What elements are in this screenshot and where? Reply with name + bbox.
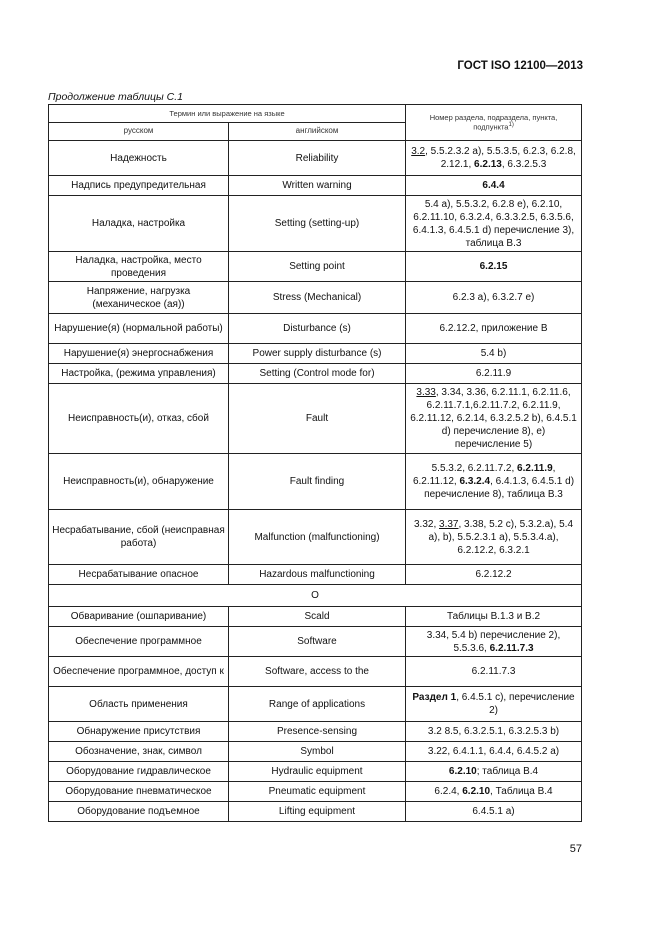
term-russian: Оборудование гидравлическое (49, 762, 229, 782)
term-russian: Настройка, (режима управления) (49, 364, 229, 384)
term-english: Software (229, 627, 406, 657)
reference-segment: 6.2.10 (462, 786, 491, 797)
table-row (49, 687, 582, 722)
reference-segment: 3.33 (416, 387, 436, 398)
term-english: Hydraulic equipment (229, 762, 406, 782)
table-row (49, 384, 582, 454)
reference-segment: , 5.5.2.3.2 а), 5.5.3.5, 6.2.3, 6.2.8, 2.12.1, (425, 146, 576, 170)
table-row (49, 252, 582, 282)
rows-group-o (49, 607, 582, 822)
table-row (49, 782, 582, 802)
term-russian: Напряжение, нагрузка (механическое (ая)) (49, 282, 229, 314)
table-caption: Продолжение таблицы С.1 (48, 91, 183, 103)
section-reference (406, 364, 582, 384)
reference-segment: 3.32, (414, 518, 440, 530)
section-reference (406, 344, 582, 364)
section-reference (406, 454, 582, 510)
table-row (49, 510, 582, 565)
section-reference (406, 141, 582, 176)
reference-segment: 5.5.3.2, 6.2.11.7.2, (431, 463, 518, 474)
section-reference (406, 176, 582, 196)
reference-segment: 6.2.4, (434, 786, 463, 797)
table-row (49, 314, 582, 344)
section-reference (406, 802, 582, 822)
reference-segment: Раздел 1 (412, 692, 457, 703)
reference-segment: 6.2.12.2, приложение В (439, 323, 548, 334)
term-russian: Неисправность(и), отказ, сбой (49, 384, 229, 454)
term-english: Setting point (229, 252, 406, 282)
reference-segment: ; таблица В.4 (476, 766, 539, 777)
term-russian: Область применения (49, 687, 229, 722)
section-reference (406, 722, 582, 742)
term-russian: Обозначение, знак, символ (49, 742, 229, 762)
term-english: Presence-sensing (229, 722, 406, 742)
reference-segment: Таблицы В.1.3 и В.2 (446, 611, 541, 622)
reference-segment: 6.2.10 (448, 766, 477, 777)
reference-segment: , 3.38, 5.2 с), 5.3.2.а), 5.4 а), b), 5.5.2.3.1 а), 5.5.3.4.а), 6.2.12.2, 6.3.2.1 (428, 518, 574, 556)
term-russian: Надежность (49, 141, 229, 176)
term-russian: Обнаружение присутствия (49, 722, 229, 742)
term-russian: Несрабатывание, сбой (неисправная работа) (49, 510, 229, 565)
reference-segment: 6.2.11.7.3 (489, 642, 534, 654)
term-english: Setting (Control mode for) (229, 364, 406, 384)
term-english: Lifting equipment (229, 802, 406, 822)
table-row (49, 607, 582, 627)
reference-segment: 6.2.12.2 (475, 569, 512, 580)
page-number: 57 (569, 843, 582, 855)
table-row (49, 141, 582, 176)
term-russian: Несрабатывание опасное (49, 565, 229, 585)
section-reference (406, 607, 582, 627)
term-english: Fault finding (229, 454, 406, 510)
table-row (49, 742, 582, 762)
rows-group-n (49, 141, 582, 585)
term-english: Disturbance (s) (229, 314, 406, 344)
term-english: Malfunction (malfunctioning) (229, 510, 406, 565)
table-row (49, 282, 582, 314)
table-row (49, 762, 582, 782)
term-english: Fault (229, 384, 406, 454)
table-row (49, 344, 582, 364)
reference-segment: , 3.34, 3.36, 6.2.11.1, 6.2.11.6, 6.2.11.7.1,6.2.11.7.2, 6.2.11.9, 6.2.11.12, 6.2.14, 6.3.2.5.2 b), 6.4.5.1 d) перечисление 8), е) перечисление 5) (410, 387, 577, 450)
term-english: Stress (Mechanical) (229, 282, 406, 314)
header-english: английском (229, 123, 406, 141)
term-english: Range of applications (229, 687, 406, 722)
reference-segment: , 6.2.11.12, (412, 463, 556, 487)
term-russian: Обваривание (ошпаривание) (49, 607, 229, 627)
term-russian: Наладка, настройка, место проведения (49, 252, 229, 282)
section-letter-row: О (49, 585, 582, 607)
footnote-mark: 1) (508, 122, 514, 129)
reference-segment: 6.2.3 а), 6.3.2.7 е) (452, 292, 535, 303)
section-reference (406, 510, 582, 565)
table-row (49, 565, 582, 585)
term-english: Written warning (229, 176, 406, 196)
table-row (49, 657, 582, 687)
term-english: Software, access to the (229, 657, 406, 687)
reference-segment: 6.2.11.9 (517, 463, 553, 474)
term-russian: Оборудование пневматическое (49, 782, 229, 802)
reference-segment: 6.2.11.9 (475, 368, 512, 379)
section-reference (406, 252, 582, 282)
section-reference (406, 687, 582, 722)
section-reference (406, 196, 582, 252)
term-english: Power supply disturbance (s) (229, 344, 406, 364)
term-english: Reliability (229, 141, 406, 176)
reference-segment: 3.37 (439, 518, 459, 530)
reference-segment: 6.3.2.4 (459, 476, 491, 487)
header-term-cell (49, 105, 406, 123)
reference-segment: 6.4.4 (482, 180, 505, 191)
term-english: Pneumatic equipment (229, 782, 406, 802)
term-english: Setting (setting-up) (229, 196, 406, 252)
reference-segment: 6.2.11.7.3 (471, 666, 516, 677)
table-row (49, 627, 582, 657)
table-row (49, 176, 582, 196)
section-reference (406, 742, 582, 762)
reference-segment: 5.4 а), 5.5.3.2, 6.2.8 е), 6.2.10, 6.2.11.10, 6.3.2.4, 6.3.3.2.5, 6.3.5.6, 6.4.1.3, 6.4.5.1 d) перечисление 3), таблица В.3 (412, 198, 575, 249)
reference-segment: , 6.3.2.5.3 (501, 159, 547, 170)
reference-segment: , 6.4.5.1 с), перечисление 2) (456, 692, 575, 716)
term-english: Scald (229, 607, 406, 627)
section-reference (406, 627, 582, 657)
term-russian: Наладка, настройка (49, 196, 229, 252)
standard-designation: ГОСТ ISO 12100—2013 (457, 60, 583, 72)
term-russian: Нарушение(я) (нормальной работы) (49, 314, 229, 344)
reference-segment: 5.4 b) (480, 348, 507, 359)
reference-segment: 3.2 (411, 146, 426, 157)
header-section: Номер раздела, подраздела, пункта, подпункта (429, 112, 558, 132)
section-reference (406, 384, 582, 454)
term-russian: Обеспечение программное (49, 627, 229, 657)
term-english: Hazardous malfunctioning (229, 565, 406, 585)
section-reference (406, 565, 582, 585)
term-english: Symbol (229, 742, 406, 762)
reference-segment: , 6.4.1.3, 6.4.5.1 d) перечисление 8), таблица В.3 (424, 476, 575, 500)
header-section-cell (406, 105, 582, 141)
term-russian: Оборудование подъемное (49, 802, 229, 822)
reference-segment: 3.34, 5.4 b) перечисление 2), 5.5.3.6, (426, 629, 561, 654)
section-reference (406, 762, 582, 782)
reference-segment: 6.2.13 (474, 159, 502, 170)
reference-segment: 3.22, 6.4.1.1, 6.4.4, 6.4.5.2 а) (427, 746, 560, 757)
table-row (49, 802, 582, 822)
reference-segment: , Таблица В.4 (490, 786, 553, 797)
header-term: Термин или выражение на языке (169, 108, 285, 118)
reference-segment: 3.2 8.5, 6.3.2.5.1, 6.3.2.5.3 b) (427, 726, 560, 737)
section-reference (406, 282, 582, 314)
terms-table (48, 104, 582, 822)
section-reference (406, 314, 582, 344)
table-row (49, 364, 582, 384)
term-russian: Неисправность(и), обнаружение (49, 454, 229, 510)
table-row (49, 196, 582, 252)
reference-segment: 6.4.5.1 а) (472, 806, 515, 817)
term-russian: Нарушение(я) энергоснабжения (49, 344, 229, 364)
reference-segment: 6.2.15 (479, 261, 508, 272)
table-row (49, 454, 582, 510)
term-russian: Обеспечение программное, доступ к (49, 657, 229, 687)
table-row (49, 722, 582, 742)
section-reference (406, 782, 582, 802)
header-russian: русском (49, 123, 229, 141)
section-reference (406, 657, 582, 687)
term-russian: Надпись предупредительная (49, 176, 229, 196)
